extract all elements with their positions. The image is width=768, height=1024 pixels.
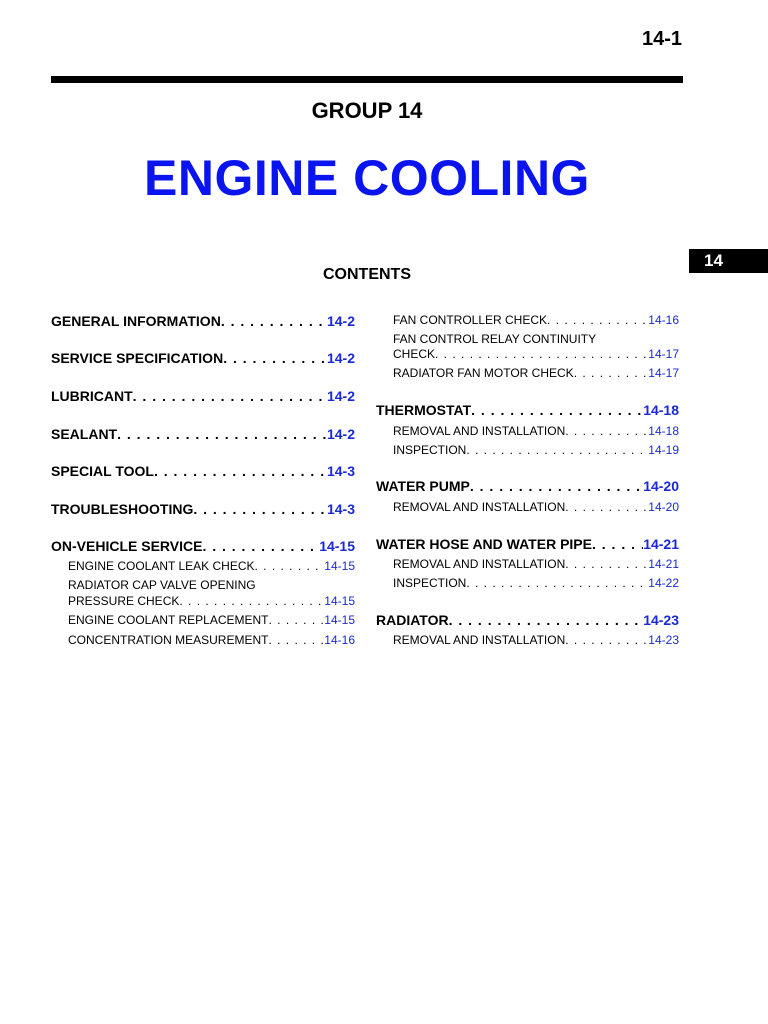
toc-entry-page[interactable]: 14-19 xyxy=(648,443,679,457)
toc-subentry-water-hose-inspection[interactable] xyxy=(393,575,679,591)
toc-leader-dots xyxy=(466,575,648,591)
toc-subentry-thermostat-inspection[interactable] xyxy=(393,442,679,458)
toc-entry-general-information[interactable] xyxy=(51,312,355,330)
toc-subentry-thermostat-removal[interactable] xyxy=(393,423,679,439)
toc-subentry-title-line1: RADIATOR CAP VALVE OPENING xyxy=(68,578,256,592)
toc-entry-title: LUBRICANT xyxy=(51,388,133,404)
page-number: 14-1 xyxy=(641,28,682,50)
toc-entry-title: WATER HOSE AND WATER PIPE xyxy=(376,536,592,552)
toc-subentry-radiator-fan-motor-check[interactable] xyxy=(393,365,679,381)
toc-entry-page[interactable]: 14-22 xyxy=(648,576,679,590)
toc-subentry-engine-coolant-replacement[interactable] xyxy=(68,612,355,628)
toc-entry-sealant[interactable] xyxy=(51,425,355,443)
toc-entry-title: TROUBLESHOOTING xyxy=(51,501,194,517)
toc-entry-page[interactable]: 14-21 xyxy=(648,557,679,571)
toc-entry-title: RADIATOR xyxy=(376,612,449,628)
toc-leader-dots xyxy=(592,535,643,553)
toc-leader-dots xyxy=(565,556,648,572)
toc-leader-dots xyxy=(223,349,327,367)
toc-entry-title: REMOVAL AND INSTALLATION xyxy=(393,557,566,571)
toc-entry-title: ENGINE COOLANT LEAK CHECK xyxy=(68,559,255,573)
toc-entry-title: GENERAL INFORMATION xyxy=(51,313,221,329)
toc-entry-page[interactable]: 14-2 xyxy=(326,426,355,442)
toc-entry-troubleshooting[interactable] xyxy=(51,500,355,518)
toc-leader-dots xyxy=(255,558,325,574)
toc-leader-dots xyxy=(133,387,327,405)
toc-leader-dots xyxy=(565,499,648,515)
toc-subentry-radiator-removal[interactable] xyxy=(393,632,679,648)
toc-entry-page[interactable]: 14-15 xyxy=(324,613,355,627)
toc-entry-radiator[interactable] xyxy=(376,611,679,629)
toc-leader-dots xyxy=(193,500,327,518)
toc-entry-title: REMOVAL AND INSTALLATION xyxy=(393,424,566,438)
toc-entry-page[interactable]: 14-2 xyxy=(326,350,355,366)
toc-leader-dots xyxy=(435,346,648,362)
toc-entry-page[interactable]: 14-23 xyxy=(643,612,679,628)
toc-entry-special-tool[interactable] xyxy=(51,462,355,480)
toc-entry-title: PRESSURE CHECK xyxy=(68,594,180,608)
toc-entry-title: WATER PUMP xyxy=(376,478,470,494)
toc-entry-page[interactable]: 14-23 xyxy=(648,633,679,647)
toc-entry-page[interactable]: 14-16 xyxy=(648,313,679,327)
page-title: ENGINE COOLING xyxy=(144,150,590,206)
toc-entry-lubricant[interactable] xyxy=(51,387,355,405)
toc-entry-title: FAN CONTROLLER CHECK xyxy=(393,313,548,327)
toc-entry-page[interactable]: 14-2 xyxy=(326,388,355,404)
toc-entry-page[interactable]: 14-15 xyxy=(319,538,355,554)
toc-entry-title: CHECK xyxy=(393,347,436,361)
header-rule xyxy=(51,76,683,83)
toc-leader-dots xyxy=(470,477,643,495)
toc-subentry-title-line1: FAN CONTROL RELAY CONTINUITY xyxy=(393,332,597,346)
toc-entry-title: SERVICE SPECIFICATION xyxy=(51,350,224,366)
toc-subentry-water-hose-removal[interactable] xyxy=(393,556,679,572)
toc-entry-thermostat[interactable] xyxy=(376,401,679,419)
toc-entry-on-vehicle-service[interactable] xyxy=(51,537,355,555)
toc-entry-page[interactable]: 14-2 xyxy=(326,313,355,329)
toc-entry-title: CONCENTRATION MEASUREMENT xyxy=(68,633,269,647)
toc-entry-title: SPECIAL TOOL xyxy=(51,463,154,479)
toc-entry-page[interactable]: 14-20 xyxy=(648,500,679,514)
toc-entry-page[interactable]: 14-21 xyxy=(643,536,679,552)
toc-entry-title: RADIATOR FAN MOTOR CHECK xyxy=(393,366,574,380)
toc-entry-water-hose-and-pipe[interactable] xyxy=(376,535,679,553)
toc-entry-service-specification[interactable] xyxy=(51,349,355,367)
toc-subentry-fan-controller-check[interactable] xyxy=(393,312,679,328)
toc-entry-page[interactable]: 14-16 xyxy=(324,633,355,647)
group-label: GROUP 14 xyxy=(311,98,423,123)
toc-subentry-water-pump-removal[interactable] xyxy=(393,499,679,515)
toc-leader-dots xyxy=(268,632,324,648)
toc-entry-page[interactable]: 14-3 xyxy=(326,501,355,517)
toc-leader-dots xyxy=(547,312,648,328)
toc-entry-title: REMOVAL AND INSTALLATION xyxy=(393,500,566,514)
toc-entry-page[interactable]: 14-18 xyxy=(643,402,679,418)
toc-entry-page[interactable]: 14-15 xyxy=(324,594,355,608)
toc-leader-dots xyxy=(471,401,643,419)
toc-leader-dots xyxy=(179,593,324,609)
toc-entry-page[interactable]: 14-18 xyxy=(648,424,679,438)
toc-leader-dots xyxy=(202,537,319,555)
toc-leader-dots xyxy=(268,612,324,628)
toc-entry-title: REMOVAL AND INSTALLATION xyxy=(393,633,566,647)
toc-leader-dots xyxy=(117,425,327,443)
toc-leader-dots xyxy=(449,611,644,629)
toc-leader-dots xyxy=(466,442,648,458)
toc-leader-dots xyxy=(565,632,648,648)
toc-entry-page[interactable]: 14-20 xyxy=(643,478,679,494)
section-tab[interactable]: 14 xyxy=(689,249,768,273)
toc-leader-dots xyxy=(565,423,648,439)
toc-entry-title: THERMOSTAT xyxy=(376,402,472,418)
toc-subentry-fan-control-relay-check[interactable] xyxy=(393,346,679,362)
toc-subentry-concentration-measurement[interactable] xyxy=(68,632,355,648)
toc-entry-page[interactable]: 14-3 xyxy=(326,463,355,479)
contents-heading: CONTENTS xyxy=(323,266,411,283)
toc-leader-dots xyxy=(154,462,327,480)
toc-entry-title: INSPECTION xyxy=(393,576,467,590)
toc-entry-title: SEALANT xyxy=(51,426,118,442)
toc-entry-page[interactable]: 14-17 xyxy=(648,347,679,361)
toc-entry-title: INSPECTION xyxy=(393,443,467,457)
toc-subentry-engine-coolant-leak-check[interactable] xyxy=(68,558,355,574)
toc-entry-title: ON-VEHICLE SERVICE xyxy=(51,538,203,554)
toc-leader-dots xyxy=(221,312,327,330)
toc-entry-title: ENGINE COOLANT REPLACEMENT xyxy=(68,613,269,627)
toc-subentry-radiator-cap-pressure-check[interactable] xyxy=(68,593,355,609)
toc-entry-page[interactable]: 14-17 xyxy=(648,366,679,380)
toc-leader-dots xyxy=(574,365,649,381)
toc-entry-water-pump[interactable] xyxy=(376,477,679,495)
toc-entry-page[interactable]: 14-15 xyxy=(324,559,355,573)
